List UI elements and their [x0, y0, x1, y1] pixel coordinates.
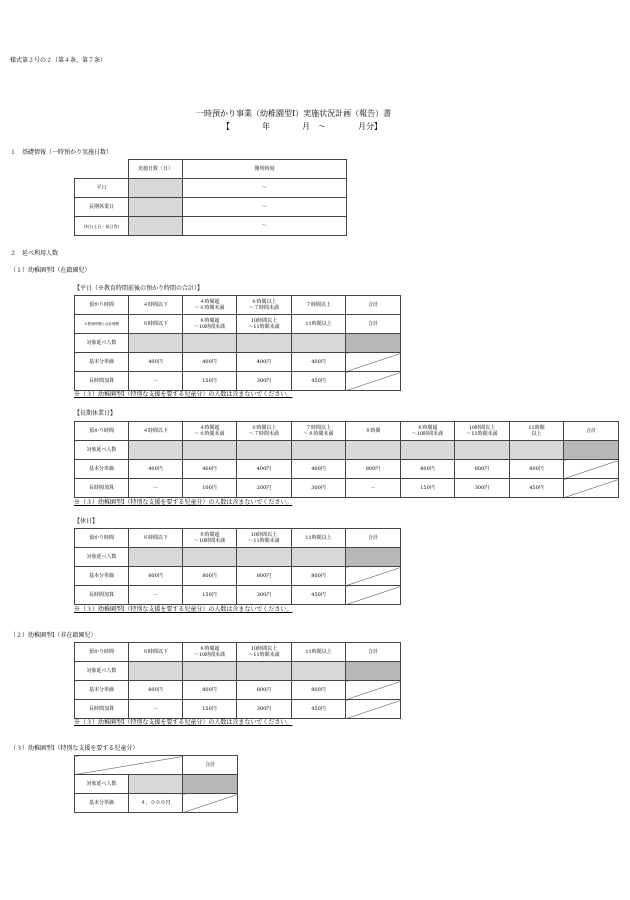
- header-days: 実施日数（日）: [129, 160, 183, 179]
- ne-base-total: [346, 681, 401, 700]
- lh-base-7: 800円: [455, 460, 510, 479]
- hd-h5: 合計: [346, 529, 401, 548]
- wd2-h2: ８時間超 ～10時間未満: [183, 315, 237, 334]
- ne-users-total[interactable]: [346, 662, 401, 681]
- hd-long-4: 450円: [292, 586, 346, 605]
- lh-long-8: 450円: [510, 479, 564, 498]
- ne-users-3[interactable]: [237, 662, 292, 681]
- hd-row-users: 対象延べ人数: [75, 548, 129, 567]
- tilde: ～: [262, 223, 268, 229]
- lh-long-4: 300円: [292, 479, 346, 498]
- ne-long-4: 450円: [292, 700, 346, 719]
- holiday-hours-cell[interactable]: [183, 217, 347, 236]
- holiday-table: [74, 528, 401, 605]
- lh-base-8: 800円: [510, 460, 564, 479]
- lh-base-5: 800円: [346, 460, 401, 479]
- header-hours: 開所時刻: [183, 160, 347, 179]
- lh-h7: 10時間以上 ～11時間未満: [455, 422, 510, 441]
- hd-h0: 預かり時間: [75, 529, 129, 548]
- hd-h3: 10時間以上 ～11時間未満: [237, 529, 292, 548]
- lh-users-4[interactable]: [292, 441, 346, 460]
- hd-base-3: 800円: [237, 567, 292, 586]
- ne-long-2: 150円: [183, 700, 237, 719]
- lh-long-total: [564, 479, 619, 498]
- ne-long-1: －: [129, 700, 183, 719]
- ne-h3: 10時間以上 ～11時間未満: [237, 643, 292, 662]
- hd-base-4: 800円: [292, 567, 346, 586]
- hd-h4: 11時間以上: [292, 529, 346, 548]
- lh-row-base: 基本分単価: [75, 460, 129, 479]
- wd-h2: ４時間超 ～６時間未満: [183, 296, 237, 315]
- hd-h2: ８時間超 ～10時間未満: [183, 529, 237, 548]
- lh-users-3[interactable]: [237, 441, 292, 460]
- section2-sub1: （１）幼稚園型Ⅰ（在籍園児）: [10, 267, 91, 274]
- tilde: ～: [262, 185, 268, 191]
- lh-long-3: 200円: [237, 479, 292, 498]
- sp-users-total[interactable]: [183, 775, 238, 794]
- weekday-table: [74, 295, 401, 391]
- lh-long-5: －: [346, 479, 401, 498]
- note-nonenrolled: ※（３）幼稚園型Ⅰ（特別な支援を要する児童分）の人数は含まないでください。: [74, 719, 293, 726]
- lh-base-3: 400円: [237, 460, 292, 479]
- weekday-days-input[interactable]: [129, 179, 183, 198]
- wd-h0: 預かり時間: [75, 296, 129, 315]
- ne-row-long: 長時間加算: [75, 700, 129, 719]
- wd2-h4: 11時間以上: [292, 315, 346, 334]
- lh-h6: ８時間超 ～10時間未満: [401, 422, 455, 441]
- lh-h9: 合計: [564, 422, 619, 441]
- lh-users-6[interactable]: [401, 441, 455, 460]
- lh-h4: ７時間以上 ～８時間未満: [292, 422, 346, 441]
- sp-base-total: [183, 794, 238, 813]
- section2-sub2: （２）幼稚園型Ⅰ（非在籍園児）: [10, 632, 97, 639]
- lh-users-8[interactable]: [510, 441, 564, 460]
- hd-base-2: 800円: [183, 567, 237, 586]
- ne-base-4: 800円: [292, 681, 346, 700]
- note-holiday: ※（３）幼稚園型Ⅰ（特別な支援を要する児童分）の人数は含まないでください。: [74, 606, 293, 613]
- lh-h2: ４時間超 ～６時間未満: [183, 422, 237, 441]
- wd-users-total[interactable]: [346, 334, 401, 353]
- wd-base-1: 400円: [129, 353, 183, 372]
- ne-long-total: [346, 700, 401, 719]
- hd-long-total: [346, 586, 401, 605]
- lh-users-1[interactable]: [129, 441, 183, 460]
- lh-h1: ４時間以下: [129, 422, 183, 441]
- long-holiday-hours-cell[interactable]: [183, 198, 347, 217]
- lh-base-total: [564, 460, 619, 479]
- lh-row-long: 長時間加算: [75, 479, 129, 498]
- wd-base-2: 400円: [183, 353, 237, 372]
- ne-users-4[interactable]: [292, 662, 346, 681]
- section2-heading: ２ 延べ利用人数: [10, 250, 59, 257]
- sp-corner: [75, 756, 183, 775]
- sp-base-1: ４，０００円: [129, 794, 183, 813]
- wd-long-3: 300円: [237, 372, 292, 391]
- lh-base-1: 400円: [129, 460, 183, 479]
- wd-users-3[interactable]: [237, 334, 292, 353]
- wd-row-users: 対象延べ人数: [75, 334, 129, 353]
- ne-base-2: 800円: [183, 681, 237, 700]
- wd-row-base: 基本分単価: [75, 353, 129, 372]
- ne-h4: 11時間以上: [292, 643, 346, 662]
- wd-users-2[interactable]: [183, 334, 237, 353]
- corner-cell: [75, 160, 129, 179]
- ne-base-3: 800円: [237, 681, 292, 700]
- wd-long-1: －: [129, 372, 183, 391]
- wd-h1: ４時間以下: [129, 296, 183, 315]
- long-holiday-label: 【長期休業日】: [74, 410, 117, 417]
- wd-base-4: 400円: [292, 353, 346, 372]
- lh-long-1: －: [129, 479, 183, 498]
- ne-long-3: 300円: [237, 700, 292, 719]
- wd-users-1[interactable]: [129, 334, 183, 353]
- section2-sub3: （３）幼稚園型Ⅰ（特別な支援を要する児童分）: [10, 745, 139, 752]
- nonenrolled-table: [74, 642, 401, 719]
- sp-row-base: 基本分単価: [75, 794, 129, 813]
- lh-h3: ６時間以上 ～７時間未満: [237, 422, 292, 441]
- lh-h8: 11時間 以上: [510, 422, 564, 441]
- section1-heading: １ 基礎情報（一時預かり実施日数）: [10, 149, 113, 156]
- hd-users-4[interactable]: [292, 548, 346, 567]
- lh-long-7: 300円: [455, 479, 510, 498]
- lh-long-2: 100円: [183, 479, 237, 498]
- row-holiday: 休日(土日・祝日等): [75, 217, 129, 236]
- ne-h1: ８時間以下: [129, 643, 183, 662]
- wd-long-total: [346, 372, 401, 391]
- wd-users-4[interactable]: [292, 334, 346, 353]
- hd-base-total: [346, 567, 401, 586]
- ne-h2: ８時間超 ～10時間未満: [183, 643, 237, 662]
- document-title: 一時預かり事業（幼稚園型Ⅰ）実施状況計画（報告）書: [196, 109, 392, 118]
- ne-row-base: 基本分単価: [75, 681, 129, 700]
- long-holiday-days-input[interactable]: [129, 198, 183, 217]
- hd-row-long: 長時間加算: [75, 586, 129, 605]
- lh-users-total[interactable]: [564, 441, 619, 460]
- note-weekday: ※（３）幼稚園型Ⅰ（特別な支援を要する児童分）の人数は含まないでください。: [74, 391, 293, 398]
- lh-base-2: 400円: [183, 460, 237, 479]
- wd-h3: ６時間以上 ～７時間未満: [237, 296, 292, 315]
- hd-users-3[interactable]: [237, 548, 292, 567]
- lh-long-6: 150円: [401, 479, 455, 498]
- special-support-table: [74, 755, 238, 813]
- hd-h1: ８時間以下: [129, 529, 183, 548]
- lh-users-5[interactable]: [346, 441, 401, 460]
- hd-long-1: －: [129, 586, 183, 605]
- ne-users-1[interactable]: [129, 662, 183, 681]
- holiday-days-input[interactable]: [129, 217, 183, 236]
- hd-users-1[interactable]: [129, 548, 183, 567]
- ne-base-1: 800円: [129, 681, 183, 700]
- lh-row-users: 対象延べ人数: [75, 441, 129, 460]
- form-number: 様式第２号の２（第４条、第７条）: [10, 57, 107, 64]
- hd-base-1: 800円: [129, 567, 183, 586]
- weekday-hours-cell[interactable]: [183, 179, 347, 198]
- wd-long-2: 150円: [183, 372, 237, 391]
- wd-h5: 合計: [346, 296, 401, 315]
- row-weekday: 平日: [75, 179, 129, 198]
- ne-row-users: 対象延べ人数: [75, 662, 129, 681]
- wd-base-3: 400円: [237, 353, 292, 372]
- weekday-label: 【平日（※教育時間前後の預かり時間の合計）】: [74, 285, 204, 292]
- wd-row-long: 長時間加算: [75, 372, 129, 391]
- wd2-h5: 合計: [346, 315, 401, 334]
- sp-total-header: 合計: [183, 756, 238, 775]
- wd-long-4: 450円: [292, 372, 346, 391]
- lh-h5: ８時間: [346, 422, 401, 441]
- ne-h0: 預かり時間: [75, 643, 129, 662]
- wd2-h0: ※教育時間と合計時間: [75, 315, 129, 334]
- ne-h5: 合計: [346, 643, 401, 662]
- lh-h0: 預かり時間: [75, 422, 129, 441]
- lh-users-7[interactable]: [455, 441, 510, 460]
- hd-row-base: 基本分単価: [75, 567, 129, 586]
- row-long-holiday: 長期休業日: [75, 198, 129, 217]
- basic-info-table: [74, 159, 347, 236]
- ne-users-2[interactable]: [183, 662, 237, 681]
- holiday-label: 【休日】: [74, 518, 99, 525]
- note-long-holiday: ※（３）幼稚園型Ⅰ（特別な支援を要する児童分）の人数は含まないでください。: [74, 499, 293, 506]
- sp-users-1[interactable]: [129, 775, 183, 794]
- hd-users-2[interactable]: [183, 548, 237, 567]
- lh-base-6: 800円: [401, 460, 455, 479]
- lh-users-2[interactable]: [183, 441, 237, 460]
- lh-base-4: 400円: [292, 460, 346, 479]
- long-holiday-table: [74, 421, 619, 498]
- sp-row-users: 対象延べ人数: [75, 775, 129, 794]
- document-period: 【 年 月 ～ 月分】: [222, 122, 382, 131]
- wd2-h3: 10時間以上 ～11時間未満: [237, 315, 292, 334]
- wd-h4: ７時間以上: [292, 296, 346, 315]
- hd-long-3: 300円: [237, 586, 292, 605]
- wd-base-total: [346, 353, 401, 372]
- hd-users-total[interactable]: [346, 548, 401, 567]
- hd-long-2: 150円: [183, 586, 237, 605]
- tilde: ～: [262, 204, 268, 210]
- wd2-h1: ８時間以下: [129, 315, 183, 334]
